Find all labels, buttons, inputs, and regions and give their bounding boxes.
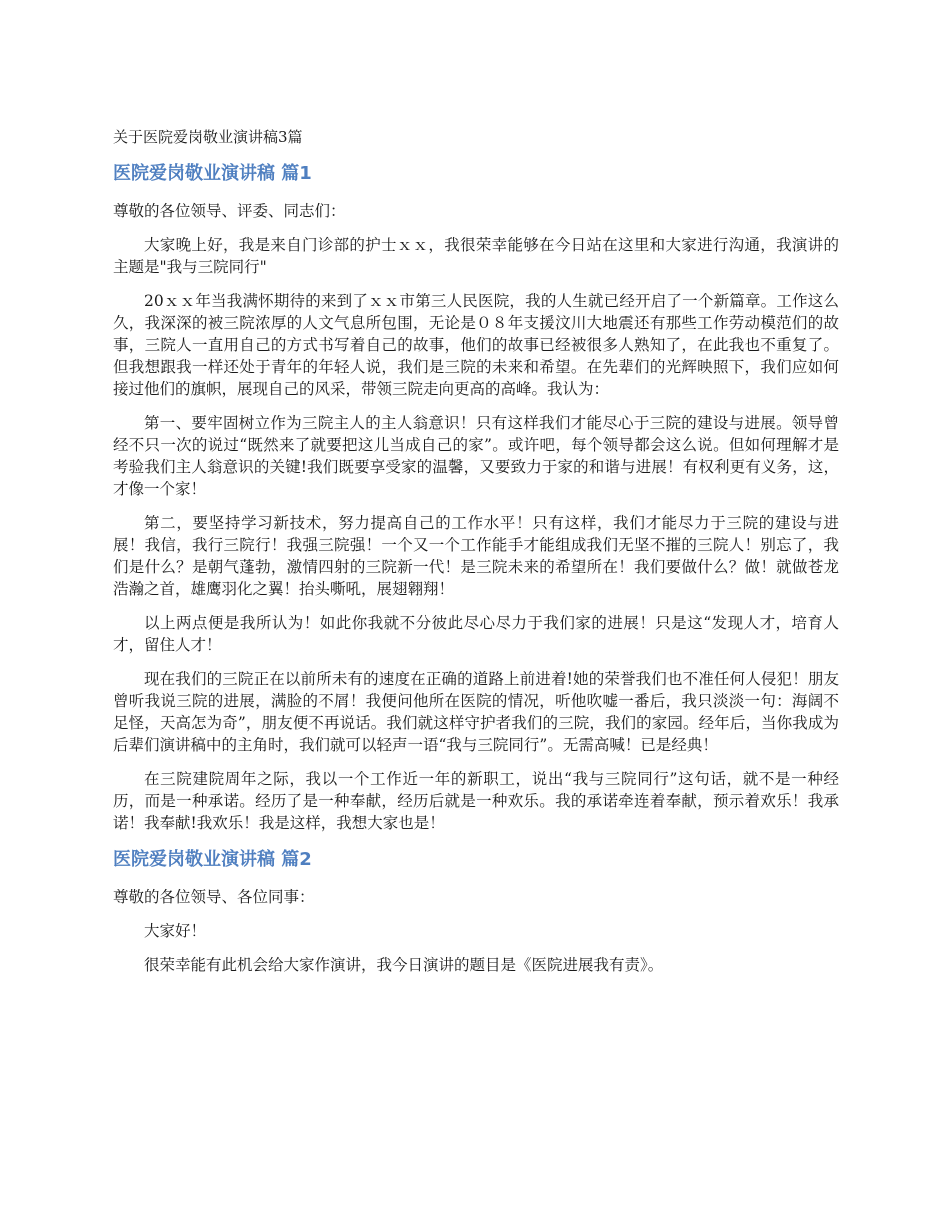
salutation: 尊敬的各位领导、评委、同志们： xyxy=(113,202,346,220)
section-heading: 医院爱岗敬业演讲稿 篇2 xyxy=(113,849,312,870)
document-page xyxy=(113,124,839,988)
paragraph: 以上两点便是我所认为！如此你我就不分彼此尽心尽力于我们家的进展！只是这“发现人才，培育人才，留住人才！ xyxy=(113,614,839,654)
paragraph: 第二，要坚持学习新技术，努力提高自己的工作水平！只有这样，我们才能尽力于三院的建设与进展！我信，我行三院行！我强三院强！一个又一个工作能手才能组成我们无坚不摧的三院人！别忘了，我们是什么？是朝气蓬勃，激情四射的三院新一代！是三院未来的希望所在！我们要做什么？做！就做苍龙浩瀚之首，雄鹰羽化之翼！抬头嘶吼，展翅翱翔！ xyxy=(113,514,839,598)
paragraph: 现在我们的三院正在以前所未有的速度在正确的道路上前进着!她的荣誉我们也不准任何人侵犯！朋友曾听我说三院的进展，满脸的不屑！我便问他所在医院的情况，听他吹嘘一番后，我只淡淡一句：海阔不足怪，天高怎为奇”，朋友便不再说话。我们就这样守护者我们的三院，我们的家园。经年后，当你我成为后辈们演讲稿中的主角时，我们就可以轻声一语“我与三院同行”。无需高喊！已是经典！ xyxy=(113,670,839,754)
paragraph: 第一、要牢固树立作为三院主人的主人翁意识！只有这样我们才能尽心于三院的建设与进展。领导曾经不只一次的说过“既然来了就要把这儿当成自己的家”。或许吧，每个领导都会这么说。但如何理解才是考验我们主人翁意识的关键!我们既要享受家的温馨，又要致力于家的和谐与进展！有权利更有义务，这，才像一个家！ xyxy=(113,414,839,498)
salutation: 尊敬的各位领导、各位同事： xyxy=(113,888,315,906)
paragraph: 大家晚上好，我是来自门诊部的护士ｘｘ，我很荣幸能够在今日站在这里和大家进行沟通，我演讲的主题是"我与三院同行" xyxy=(113,236,839,276)
section-1 xyxy=(113,160,839,834)
document-title: 关于医院爱岗敬业演讲稿3篇 xyxy=(113,128,303,146)
section-2 xyxy=(113,846,839,976)
paragraph: 很荣幸能有此机会给大家作演讲，我今日演讲的题目是《医院进展我有责》。 xyxy=(144,956,664,974)
section-heading: 医院爱岗敬业演讲稿 篇1 xyxy=(113,163,312,184)
paragraph: 在三院建院周年之际，我以一个工作近一年的新职工，说出“我与三院同行”这句话，就不是一种经历，而是一种承诺。经历了是一种奉献，经历后就是一种欢乐。我的承诺牵连着奉献，预示着欢乐！我承诺！我奉献!我欢乐！我是这样，我想大家也是！ xyxy=(113,770,839,832)
paragraph: 20ｘｘ年当我满怀期待的来到了ｘｘ市第三人民医院，我的人生就已经开启了一个新篇章。工作这么久，我深深的被三院浓厚的人文气息所包围，无论是０８年支援汶川大地震还有那些工作劳动模范们的故事，三院人一直用自己的方式书写着自己的故事，他们的故事已经被很多人熟知了，在此我也不重复了。但我想跟我一样还处于青年的年轻人说，我们是三院的未来和希望。在先辈们的光辉映照下，我们应如何接过他们的旗帜，展现自己的风采，带领三院走向更高的高峰。我认为： xyxy=(113,292,839,398)
paragraph: 大家好！ xyxy=(144,922,207,940)
